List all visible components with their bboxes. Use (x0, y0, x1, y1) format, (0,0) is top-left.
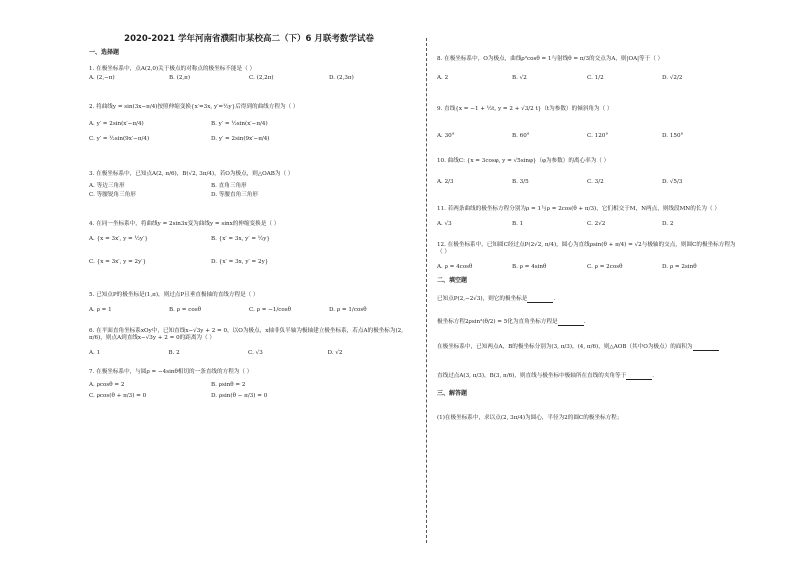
options (437, 221, 737, 228)
option-a: A. 30° (437, 133, 455, 139)
exam-title: 2020-2021 学年河南省濮阳市某校高二（下）6 月联考数学试卷 (124, 34, 374, 44)
answer-blank[interactable] (626, 373, 652, 380)
options (437, 264, 737, 271)
option-d: D. 150° (662, 133, 684, 139)
section-heading-fill: 二、填空题 (437, 277, 468, 284)
question-stem: 1. 在极坐标系中，点A(2,0)关于极点的对称点的极坐标不能是（ ） (89, 66, 256, 72)
options (89, 121, 409, 128)
question-7 (89, 369, 409, 400)
option-d: D. ρ = 1/cosθ (329, 307, 367, 313)
option-b: B. (2,π) (169, 75, 191, 81)
option-d: D. 等腰直角三角形 (211, 192, 258, 198)
question-stem: 8. 在极坐标系中，O为极点，曲线ρ²cosθ = 1与射线θ = π/3的交点为A，则|OA|等于（ ） (437, 56, 664, 62)
right-column (437, 56, 737, 422)
options (89, 75, 409, 82)
option-a: A. 2 (437, 75, 449, 81)
fill-question-3 (437, 344, 737, 351)
option-b: B. 60° (512, 133, 530, 139)
options (89, 259, 409, 266)
option-a: A. 等边三角形 (89, 183, 125, 189)
option-d: D. {x′ = 3x, y′ = 2y} (211, 259, 269, 265)
options (89, 350, 407, 357)
option-c: C. {x = 3x′, y = 2y′} (89, 259, 147, 265)
period: . (652, 373, 654, 379)
option-a: A. ρ = 1 (89, 307, 112, 313)
left-column (89, 36, 409, 400)
fill-text: 直线过点A(3, π/3)，B(3, π/6)，则直线与极坐标中极轴所在直线的夹角等于 (437, 373, 627, 379)
options (89, 136, 409, 143)
section-heading-choice: 一、选择题 (89, 49, 120, 56)
options (89, 382, 409, 389)
question-stem: 5. 已知点P的极坐标是(1,π)，则过点P且垂直极轴的直线方程是（ ） (89, 292, 259, 298)
option-b: B. √2 (512, 75, 527, 81)
option-d: D. √2 (327, 350, 343, 356)
option-d: D. y′ = 2sin(9x′−π/4) (211, 136, 270, 142)
option-c: C. 等腰锐角三角形 (89, 192, 136, 198)
option-b: B. y′ = ½sin(x′−π/4) (211, 121, 268, 127)
answer-blank[interactable] (558, 319, 584, 326)
option-c: C. y′ = ½sin(9x′−π/4) (89, 136, 150, 142)
question-stem: 10. 曲线C: {x = 3cosφ, y = √5sinφ}（φ为参数）的离心率为（ ） (437, 158, 610, 164)
option-c: C. (2,2π) (249, 75, 274, 81)
option-a: A. y′ = 2sin(x′−π/4) (89, 121, 144, 127)
option-b: B. ρsinθ = 2 (211, 382, 246, 388)
question-10 (437, 158, 737, 186)
question-stem: 2. 将曲线y = sin(3x−π/4)按照伸缩变换{x′=3x, y′=½y}后得到的曲线方程为（ ） (89, 104, 299, 110)
option-d: D. ρsin(θ − π/3) = 0 (211, 393, 268, 399)
question-stem: 12. 在极坐标系中，已知圆C经过点P(2√2, π/4)，圆心为直线ρsin(θ + π/4) = √2与极轴的交点，则圆C的极坐标方程为（ ） (437, 242, 736, 255)
option-b: B. 2 (168, 350, 180, 356)
options (89, 192, 409, 199)
option-c: C. 3/2 (587, 179, 604, 185)
question-6 (89, 328, 407, 357)
option-c: C. 120° (587, 133, 609, 139)
option-a: A. 1 (89, 350, 101, 356)
question-12 (437, 242, 737, 271)
question-2 (89, 104, 409, 143)
question-11 (437, 206, 737, 228)
fill-text: 在极坐标系中，已知两点A，B的极坐标分别为(3, π/3)，(4, π/6)，则△AOB（其中O为极点）的面积为 (437, 344, 693, 350)
fill-question-4 (437, 373, 737, 380)
option-d: D. 2 (662, 221, 674, 227)
option-c: C. √3 (248, 350, 263, 356)
question-stem: 6. 在平面直角坐标系xOy中，已知直线x−√3y + 2 = 0，以O为极点，x轴非负半轴为极轴建立极坐标系，若点A的极坐标为(2, π/6)，则点A到直线x−√3y + 2 = 0的距离为（ ） (89, 328, 403, 341)
option-b: B. ρ = cosθ (169, 307, 201, 313)
option-b: B. 直角三角形 (211, 183, 247, 189)
question-stem: 7. 在极坐标系中，与圆ρ = −4sinθ相切的一条直线的方程为（ ） (89, 369, 253, 375)
options (437, 179, 737, 186)
question-3 (89, 171, 409, 199)
section-heading-answer: 三、解答题 (437, 390, 468, 397)
option-c: C. ρcos(θ + π/3) = 0 (89, 393, 147, 399)
option-b: B. 1 (512, 221, 524, 227)
question-stem: 3. 在极坐标系中，已知点A(2, π/6)，B(√2, 3π/4)，若O为极点，则△OAB为（ ） (89, 171, 294, 177)
answer-question-1: (1)在极坐标系中，求以点(2, 3π/4)为圆心，半径为2的圆C的极坐标方程； (437, 415, 623, 421)
options (437, 75, 737, 82)
fill-text: 已知点P(2,−2√3)，则它的极坐标是 (437, 296, 528, 302)
column-divider (426, 38, 427, 543)
question-stem: 11. 若两条曲线的极坐标方程分别为ρ = 1与ρ = 2cos(θ + π/3)，它们相交于M，N两点，则线段MN的长为（ ） (437, 206, 720, 212)
options (437, 133, 737, 140)
question-9 (437, 106, 737, 140)
fill-question-1 (437, 296, 737, 303)
options (89, 183, 409, 190)
options (89, 307, 409, 314)
question-1 (89, 66, 409, 82)
option-a: A. {x = 3x′, y = ½y′} (89, 236, 148, 242)
option-a: A. √3 (437, 221, 452, 227)
option-b: B. {x′ = 3x, y′ = ½y} (211, 236, 270, 242)
fill-question-2 (437, 319, 737, 326)
question-stem: 9. 直线{x = −1 + ½t, y = 2 + √3/2 t}（t为参数）的倾斜角为（ ） (437, 106, 613, 112)
option-b: B. ρ = 4sinθ (512, 264, 547, 270)
period: . (583, 319, 586, 325)
options (89, 393, 409, 400)
period: . (553, 296, 556, 302)
option-c: C. 1/2 (587, 75, 604, 81)
fill-text: 极坐标方程2ρsin²(θ/2) = 5化为直角坐标方程是 (437, 319, 558, 325)
question-4 (89, 221, 409, 266)
option-a: A. ρcosθ = 2 (89, 382, 125, 388)
option-a: A. (2,−π) (89, 75, 115, 81)
option-c: C. 2√2 (587, 221, 606, 227)
question-5 (89, 292, 409, 314)
option-c: C. ρ = 2cosθ (587, 264, 623, 270)
option-d: D. √5/3 (662, 179, 683, 185)
answer-blank[interactable] (527, 296, 556, 303)
option-d: D. (2,3π) (329, 75, 354, 81)
option-c: C. ρ = −1/cosθ (249, 307, 292, 313)
option-d: D. ρ = 2sinθ (662, 264, 697, 270)
question-8 (437, 56, 737, 82)
options (89, 236, 409, 243)
option-b: B. 3/5 (512, 179, 529, 185)
option-d: D. √2/2 (662, 75, 683, 81)
option-a: A. ρ = 4cosθ (437, 264, 473, 270)
question-stem: 4. 在同一坐标系中，将曲线y = 2sin3x变为曲线y = sinx的伸缩变换是（ ） (89, 221, 280, 227)
answer-blank[interactable] (693, 344, 719, 351)
option-a: A. 2/3 (437, 179, 454, 185)
